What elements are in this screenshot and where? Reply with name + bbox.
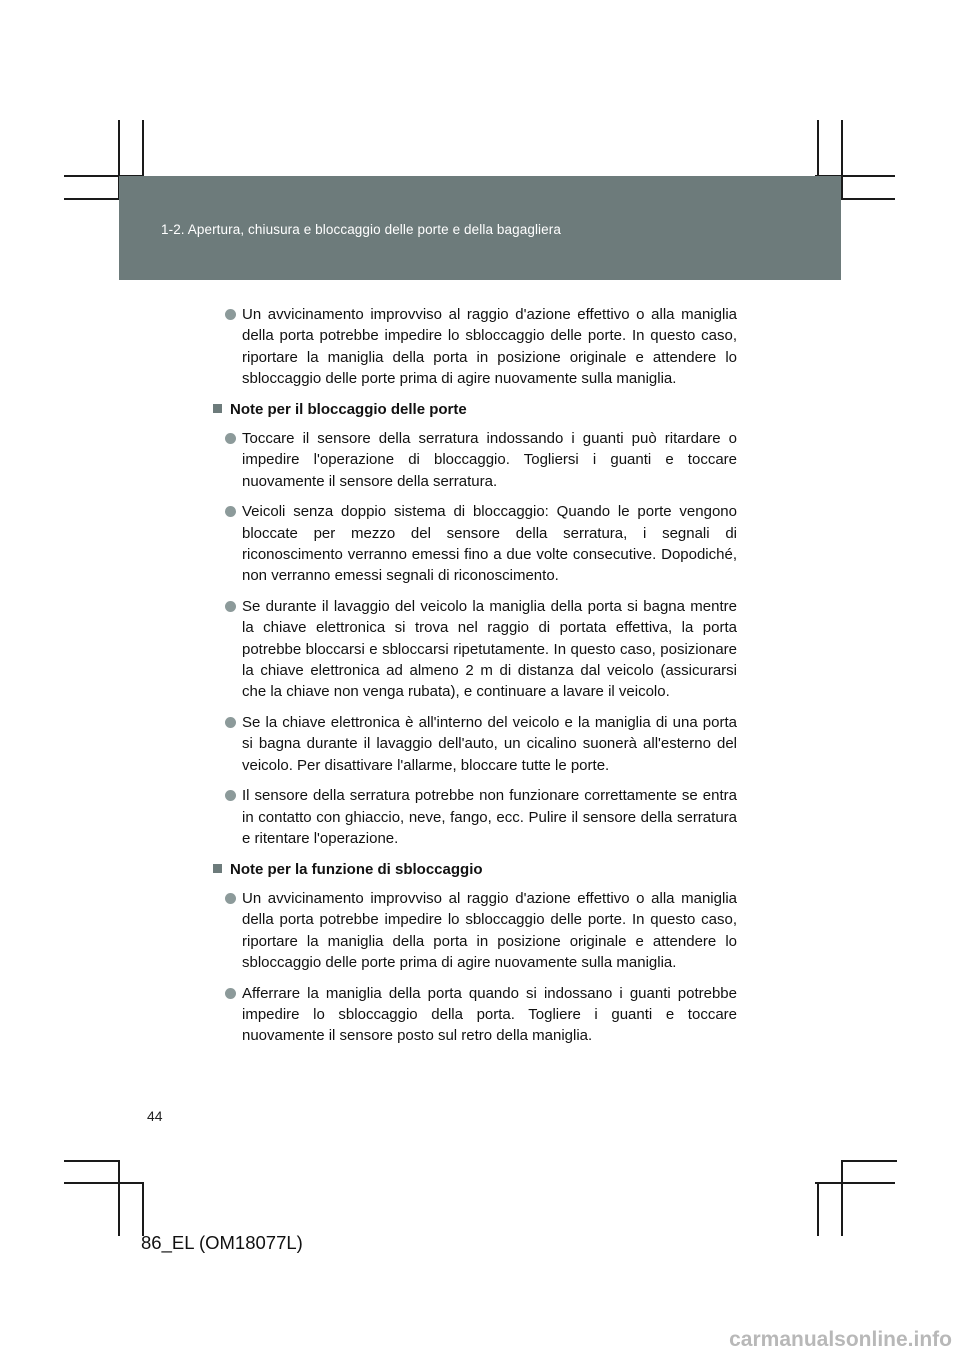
list-item: [212, 501, 737, 586]
bullet-text: Se durante il lavaggio del veicolo la maniglia della porta si bagna mentre la chiave elettronica si trova nel raggio di portata effettiva, la porta potrebbe bloccarsi e sbloccarsi ripetutamente. In questo caso, posizionare la chiave elettronica ad almeno 2 m di distanza dal veicolo (assicurarsi che la chiave non venga rubata), e continuare a lavare il veicolo.: [242, 598, 737, 701]
list-item: [212, 712, 737, 776]
crop-mark: [841, 120, 843, 200]
section-heading-unlocking: [212, 859, 737, 880]
crop-mark: [815, 1182, 895, 1184]
list-item: [212, 785, 737, 849]
list-item: [212, 888, 737, 973]
bullet-dot-icon: [225, 893, 236, 904]
bullet-text: Afferrare la maniglia della porta quando si indossano i guanti potrebbe impedire lo sbloccaggio della porta. Togliere i guanti e toccare nuovamente il sensore posto sul retro della maniglia.: [242, 984, 737, 1045]
crop-mark: [64, 1160, 120, 1162]
bullet-dot-icon: [225, 309, 236, 320]
crop-mark: [118, 1160, 120, 1236]
square-bullet-icon: [213, 864, 222, 873]
crop-mark: [841, 1160, 843, 1236]
bullet-dot-icon: [225, 601, 236, 612]
crop-mark: [817, 1182, 819, 1236]
crop-mark: [64, 1182, 144, 1184]
heading-text: Note per il bloccaggio delle porte: [230, 400, 467, 418]
list-item: [212, 596, 737, 702]
page-number: 44: [147, 1108, 163, 1124]
bullet-text: Un avvicinamento improvviso al raggio d'azione effettivo o alla maniglia della porta potrebbe impedire lo sbloccaggio delle porte. In questo caso, riportare la maniglia della porta in posizione originale e attendere lo sbloccaggio delle porte prima di agire nuovamente sulla maniglia.: [242, 890, 737, 972]
bullet-dot-icon: [225, 988, 236, 999]
list-item: [212, 428, 737, 492]
crop-mark: [142, 1182, 144, 1236]
bullet-dot-icon: [225, 433, 236, 444]
square-bullet-icon: [213, 404, 222, 413]
page-content: [212, 304, 737, 1056]
bullet-text: Se la chiave elettronica è all'interno del veicolo e la maniglia di una porta si bagna durante il lavaggio dell'auto, un cicalino suonerà all'esterno del veicolo. Per disattivare l'allarme, bloccare tutte le porte.: [242, 714, 737, 774]
bullet-text: Un avvicinamento improvviso al raggio d'azione effettivo o alla maniglia della porta potrebbe impedire lo sbloccaggio delle porte. In questo caso, riportare la maniglia della porta in posizione originale e attendere lo sbloccaggio delle porte prima di agire nuovamente sulla maniglia.: [242, 306, 737, 387]
crop-mark: [841, 1160, 897, 1162]
bullet-text: Veicoli senza doppio sistema di bloccaggio: Quando le porte vengono bloccate per mezzo del sensore della serratura, i segnali di riconoscimento verranno emessi fino a due volte consecutive. Dopodiché, non verranno emessi segnali di riconoscimento.: [242, 503, 737, 585]
section-heading-locking: [212, 399, 737, 420]
list-item: [212, 983, 737, 1047]
list-item: [212, 304, 737, 389]
bullet-dot-icon: [225, 790, 236, 801]
bullet-text: Il sensore della serratura potrebbe non funzionare correttamente se entra in contatto con ghiaccio, neve, fango, ecc. Pulire il sensore della serratura e ritentare l'operazione.: [242, 787, 737, 848]
section-title: 1-2. Apertura, chiusura e bloccaggio delle porte e della bagagliera: [161, 222, 561, 237]
bullet-dot-icon: [225, 717, 236, 728]
watermark: carmanualsonline.info: [729, 1328, 952, 1351]
document-code: 86_EL (OM18077L): [141, 1232, 303, 1253]
bullet-text: Toccare il sensore della serratura indossando i guanti può ritardare o impedire l'operazione di bloccaggio. Togliersi i guanti e toccare nuovamente il sensore della serratura.: [242, 429, 737, 490]
bullet-dot-icon: [225, 506, 236, 517]
heading-text: Note per la funzione di sbloccaggio: [230, 860, 483, 878]
section-header-band: [119, 176, 841, 280]
